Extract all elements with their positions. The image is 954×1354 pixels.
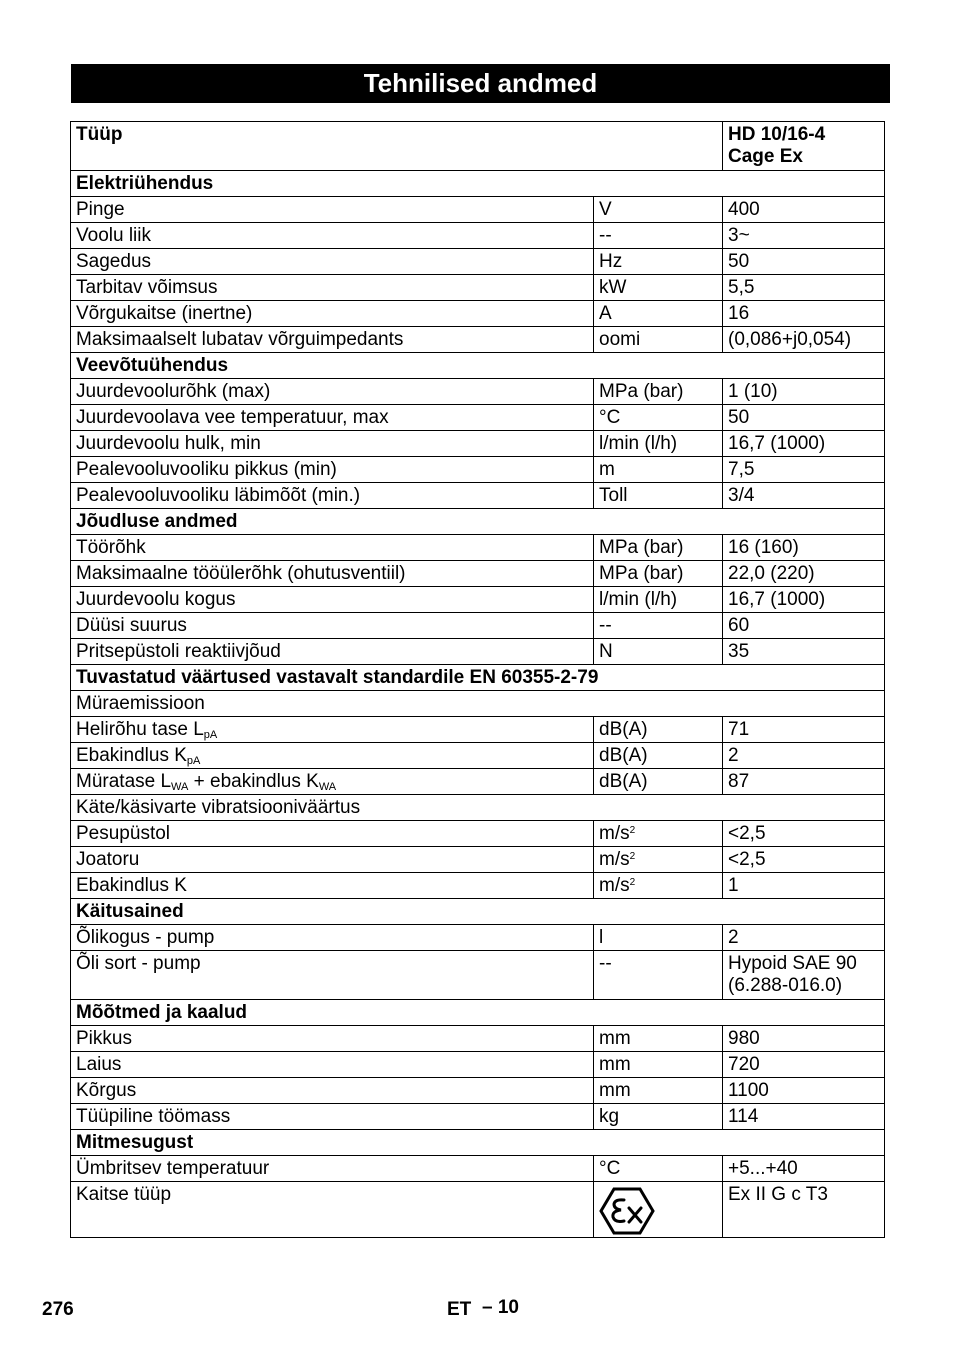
- row-unit: °C: [594, 405, 723, 431]
- row-unit: dB(A): [594, 769, 723, 795]
- row-unit: dB(A): [594, 717, 723, 743]
- row-label: Pritsepüstoli reaktiivjõud: [71, 639, 594, 665]
- table-row: [71, 1026, 885, 1052]
- table-row: [71, 457, 885, 483]
- table-row: [71, 873, 885, 899]
- page-title-text: Tehnilised andmed: [363, 68, 598, 98]
- row-value: +5...+40: [723, 1156, 885, 1182]
- row-value: 1: [723, 873, 885, 899]
- row-label: Voolu liik: [71, 223, 594, 249]
- row-unit: [594, 821, 723, 847]
- type-label: Tüüp: [71, 122, 723, 171]
- row-unit: --: [594, 223, 723, 249]
- row-unit: l: [594, 925, 723, 951]
- row-value: 5,5: [723, 275, 885, 301]
- row-label: Juurdevoolurõhk (max): [71, 379, 594, 405]
- row-label: Õlikogus - pump: [71, 925, 594, 951]
- row-unit: l/min (l/h): [594, 431, 723, 457]
- label-subscript: WA: [171, 781, 189, 793]
- row-value: 1100: [723, 1078, 885, 1104]
- row-label: Juurdevoolu hulk, min: [71, 431, 594, 457]
- table-row: [71, 223, 885, 249]
- row-value: 1 (10): [723, 379, 885, 405]
- row-label: [71, 769, 594, 795]
- page-title: [71, 64, 890, 103]
- row-unit: MPa (bar): [594, 379, 723, 405]
- row-unit: oomi: [594, 327, 723, 353]
- row-unit: N: [594, 639, 723, 665]
- row-value: 980: [723, 1026, 885, 1052]
- row-value: 3/4: [723, 483, 885, 509]
- row-unit: V: [594, 197, 723, 223]
- unit-text: m/s: [599, 875, 630, 896]
- row-value: 60: [723, 613, 885, 639]
- table-row: [71, 1104, 885, 1130]
- row-label: Õli sort - pump: [71, 951, 594, 1000]
- row-label: Pinge: [71, 197, 594, 223]
- value-line-1: Hypoid SAE 90: [728, 953, 857, 974]
- label-text: Müratase L: [76, 771, 172, 792]
- row-label: Laius: [71, 1052, 594, 1078]
- row-value: 114: [723, 1104, 885, 1130]
- row-unit: l/min (l/h): [594, 587, 723, 613]
- row-unit: mm: [594, 1052, 723, 1078]
- row-unit: --: [594, 951, 723, 1000]
- row-unit: [594, 873, 723, 899]
- row-unit: dB(A): [594, 743, 723, 769]
- table-row: [71, 405, 885, 431]
- row-unit: mm: [594, 1078, 723, 1104]
- row-label: [71, 743, 594, 769]
- unit-superscript: 2: [629, 825, 636, 836]
- row-value: 87: [723, 769, 885, 795]
- row-label: Töörõhk: [71, 535, 594, 561]
- row-label: Ebakindlus K: [71, 873, 594, 899]
- row-value: 16,7 (1000): [723, 431, 885, 457]
- row-value: 50: [723, 249, 885, 275]
- row-unit: A: [594, 301, 723, 327]
- row-label: Pealevooluvooliku pikkus (min): [71, 457, 594, 483]
- row-value: (0,086+j0,054): [723, 327, 885, 353]
- row-label: Maksimaalselt lubatav võrguimpedants: [71, 327, 594, 353]
- section-electric: Elektriühendus: [71, 171, 885, 197]
- table-header-row: [71, 122, 885, 171]
- row-unit: --: [594, 613, 723, 639]
- row-label: Pikkus: [71, 1026, 594, 1052]
- row-value: 16,7 (1000): [723, 587, 885, 613]
- subsection-vibration: Käte/käsivarte vibratsiooniväärtus: [71, 795, 885, 821]
- subsection-noise: Müraemissioon: [71, 691, 885, 717]
- table-row: [71, 483, 885, 509]
- row-value: 2: [723, 743, 885, 769]
- row-unit: MPa (bar): [594, 535, 723, 561]
- row-value: 3~: [723, 223, 885, 249]
- unit-superscript: 2: [629, 877, 636, 888]
- row-value: 16: [723, 301, 885, 327]
- row-value: Ex II G c T3: [723, 1182, 885, 1238]
- row-unit: [594, 1182, 723, 1238]
- table-row: [71, 743, 885, 769]
- row-unit: °C: [594, 1156, 723, 1182]
- row-unit: Hz: [594, 249, 723, 275]
- row-label: [71, 717, 594, 743]
- model-line-2: Cage Ex: [728, 146, 803, 167]
- section-water: Veevõtuühendus: [71, 353, 885, 379]
- label-text: Helirõhu tase L: [76, 719, 204, 740]
- section-row: [71, 353, 885, 379]
- table-row: [71, 197, 885, 223]
- label-subscript: pA: [186, 755, 201, 767]
- label-text: + ebakindlus K: [188, 771, 319, 792]
- table-row: [71, 301, 885, 327]
- row-value: [723, 951, 885, 1000]
- unit-text: m/s: [599, 849, 630, 870]
- label-subscript: WA: [318, 781, 337, 793]
- row-value: 22,0 (220): [723, 561, 885, 587]
- table-row: [71, 1078, 885, 1104]
- section-row: [71, 665, 885, 691]
- row-value: 50: [723, 405, 885, 431]
- row-unit: kW: [594, 275, 723, 301]
- model-line-1: HD 10/16-4: [728, 124, 826, 145]
- section-row: [71, 171, 885, 197]
- subsection-row: [71, 795, 885, 821]
- section-row: [71, 1000, 885, 1026]
- table-row: [71, 535, 885, 561]
- table-row: [71, 249, 885, 275]
- table-row: [71, 1156, 885, 1182]
- section-page-number: – 10: [482, 1297, 519, 1318]
- row-unit: MPa (bar): [594, 561, 723, 587]
- table-row: [71, 613, 885, 639]
- row-value: 400: [723, 197, 885, 223]
- label-text: Ebakindlus K: [76, 745, 187, 766]
- row-label: Pesupüstol: [71, 821, 594, 847]
- unit-text: m/s: [599, 823, 630, 844]
- page-number: 276: [42, 1299, 74, 1320]
- table-row: [71, 561, 885, 587]
- row-label: Sagedus: [71, 249, 594, 275]
- row-label: Ümbritsev temperatuur: [71, 1156, 594, 1182]
- row-value: <2,5: [723, 847, 885, 873]
- row-label: Juurdevoolava vee temperatuur, max: [71, 405, 594, 431]
- table-row: [71, 587, 885, 613]
- table-row: [71, 639, 885, 665]
- table-row: [71, 327, 885, 353]
- row-unit: kg: [594, 1104, 723, 1130]
- row-label: Võrgukaitse (inertne): [71, 301, 594, 327]
- row-value: 7,5: [723, 457, 885, 483]
- row-unit: Toll: [594, 483, 723, 509]
- section-dimensions: Mõõtmed ja kaalud: [71, 1000, 885, 1026]
- row-value: 35: [723, 639, 885, 665]
- language-code: ET: [447, 1299, 472, 1320]
- unit-superscript: 2: [629, 851, 636, 862]
- table-row: [71, 769, 885, 795]
- row-value: 2: [723, 925, 885, 951]
- row-unit: [594, 847, 723, 873]
- row-value: <2,5: [723, 821, 885, 847]
- row-label: Kõrgus: [71, 1078, 594, 1104]
- row-value: 71: [723, 717, 885, 743]
- label-subscript: pA: [203, 729, 218, 741]
- section-detected: Tuvastatud väärtused vastavalt standardile EN 60355-2-79: [71, 665, 885, 691]
- row-label: Tüüpiline töömass: [71, 1104, 594, 1130]
- row-label: Kaitse tüüp: [71, 1182, 594, 1238]
- section-row: [71, 899, 885, 925]
- row-label: Maksimaalne tööülerõhk (ohutusventiil): [71, 561, 594, 587]
- value-line-2: (6.288-016.0): [728, 975, 843, 996]
- table-row: [71, 379, 885, 405]
- table-row: [71, 821, 885, 847]
- section-fuel: Käitusained: [71, 899, 885, 925]
- table-row: [71, 951, 885, 1000]
- table-row: [71, 1182, 885, 1238]
- technical-data-table: [70, 121, 885, 1238]
- table-row: [71, 275, 885, 301]
- section-performance: Jõudluse andmed: [71, 509, 885, 535]
- row-label: Düüsi suurus: [71, 613, 594, 639]
- table-row: [71, 431, 885, 457]
- section-row: [71, 1130, 885, 1156]
- section-row: [71, 509, 885, 535]
- row-value: 720: [723, 1052, 885, 1078]
- row-label: Joatoru: [71, 847, 594, 873]
- section-misc: Mitmesugust: [71, 1130, 885, 1156]
- table-row: [71, 925, 885, 951]
- row-value: 16 (160): [723, 535, 885, 561]
- row-unit: mm: [594, 1026, 723, 1052]
- table-row: [71, 1052, 885, 1078]
- row-unit: m: [594, 457, 723, 483]
- subsection-row: [71, 691, 885, 717]
- table-row: [71, 847, 885, 873]
- row-label: Juurdevoolu kogus: [71, 587, 594, 613]
- table-row: [71, 717, 885, 743]
- row-label: Pealevooluvooliku läbimõõt (min.): [71, 483, 594, 509]
- model-name: [723, 122, 885, 171]
- row-label: Tarbitav võimsus: [71, 275, 594, 301]
- atex-ex-icon: [599, 1186, 655, 1236]
